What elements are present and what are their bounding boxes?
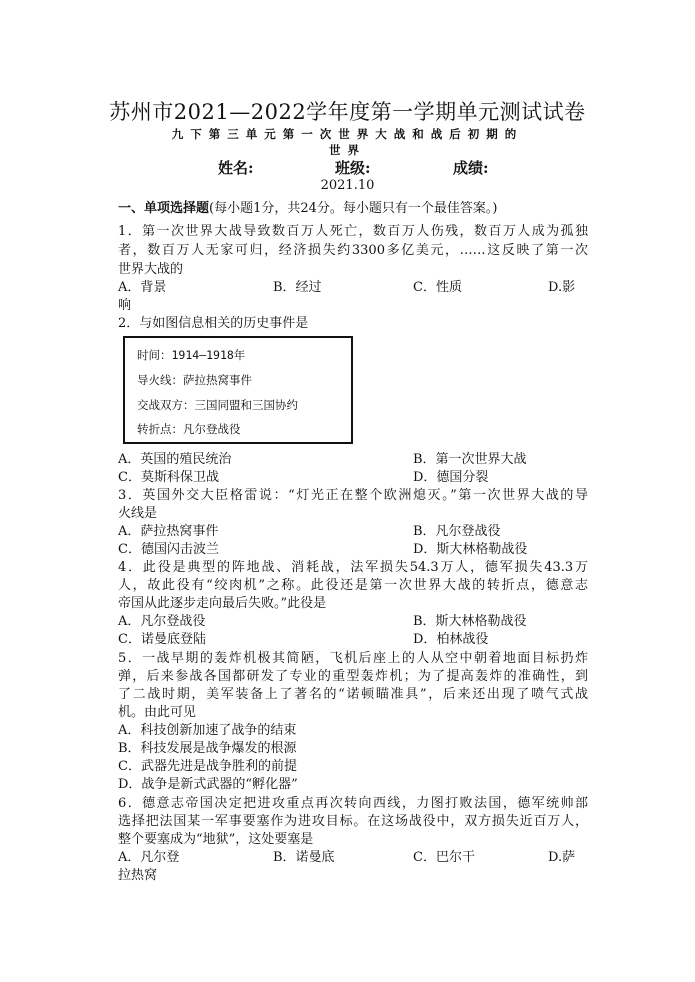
name-label: 姓名: [218,159,254,177]
q1-option-a: A．背景 [118,280,167,295]
q5-option-b: B．科技发展是战争爆发的根源 [118,741,297,756]
q2-info-box [123,336,353,444]
q1-line: 世界大战的 [118,262,184,277]
section-heading [118,200,588,218]
q2-option-a: A．英国的殖民统治 [118,452,232,467]
q3-line: 火线是 [118,506,158,521]
q4-option-c: C．诺曼底登陆 [118,632,206,647]
exam-subtitle-cont: 世界 [329,143,366,157]
q3-option-c: C．德国闪击波兰 [118,542,219,557]
q6-line: 选择把法国某一军事要塞作为进攻目标。在这场战役中，双方损失近百万人， [118,814,588,829]
q6-option-c: C．巴尔干 [413,850,475,865]
q6-option-a: A．凡尔登 [118,850,180,865]
q4-option-d: D．柏林战役 [413,632,489,647]
q2-option-c: C．莫斯科保卫战 [118,470,219,485]
q5-option-a: A．科技创新加速了战争的结束 [118,723,297,738]
info-box-row: 时间：1914—1918年 [137,348,246,362]
q6-option-d-cont: 拉热窝 [118,868,158,883]
q4-option-a: A．凡尔登战役 [118,614,206,629]
q5-line: 5．一战早期的轰炸机极其简陋，飞机后座上的人从空中朝着地面目标扔炸 [118,651,588,666]
q4-line: 帝国从此逐步走向最后失败。”此役是 [118,596,327,611]
info-box-row: 交战双方：三国同盟和三国协约 [137,398,298,412]
q6-line: 6．德意志帝国决定把进攻重点再次转向西线，力图打败法国，德军统帅部 [118,796,588,811]
q5-line: 了二战时期，美军装备上了著名的“诺顿瞄准具”，后来还出现了喷气式战 [118,687,588,702]
q2-option-b: B．第一次世界大战 [413,452,527,467]
q2-option-d: D．德国分裂 [413,470,489,485]
q4-option-b: B．斯大林格勒战役 [413,614,527,629]
q4-line: 4．此役是典型的阵地战、消耗战，法军损失54.3万人，德军损失43.3万 [118,560,588,575]
section-title: 一、单项选择题 [118,201,210,216]
q1-option-d: D.影 [548,280,576,295]
exam-date: 2021.10 [320,178,375,193]
q3-line: 3．英国外交大臣格雷说：“灯光正在整个欧洲熄灭。”第一次世界大战的导 [118,488,588,503]
q3-option-b: B．凡尔登战役 [413,524,501,539]
q5-line: 机。由此可见 [118,705,197,720]
q3-option-d: D．斯大林格勒战役 [413,542,528,557]
q5-option-c: C．武器先进是战争胜利的前提 [118,759,297,774]
q4-line: 人，故此役有“绞肉机”之称。此役还是第一次世界大战的转折点，德意志 [118,578,588,593]
q6-option-b: B．诺曼底 [273,850,335,865]
q5-option-d: D．战争是新式武器的“孵化器” [118,777,298,792]
q1-line: 1．第一次世界大战导致数百万人死亡，数百万人伤残，数百万人成为孤独 [118,224,588,239]
score-label: 成绩: [453,159,489,177]
exam-subtitle: 九下第三单元第一次世界大战和战后初期的 [171,127,524,141]
q5-line: 弹，后来参战各国都研发了专业的重型轰炸机；为了提高轰炸的准确性，到 [118,669,588,684]
class-label: 班级: [335,159,371,177]
q2-stem: 2．与如图信息相关的历史事件是 [118,316,309,331]
q3-option-a: A．萨拉热窝事件 [118,524,219,539]
q1-option-d-cont: 响 [118,298,132,313]
q1-option-c: C．性质 [413,280,462,295]
q6-line: 整个要塞成为“地狱”，这处要塞是 [118,832,314,847]
q1-option-b: B．经过 [273,280,322,295]
q1-line: 者，数百万人无家可归，经济损失约3300多亿美元，……这反映了第一次 [118,243,588,258]
exam-title: 苏州市2021—2022学年度第一学期单元测试试卷 [109,100,586,124]
info-box-row: 转折点：凡尔登战役 [137,422,241,436]
info-box-row: 导火线：萨拉热窝事件 [137,373,252,387]
q6-option-d: D.萨 [548,850,576,865]
section-note: (每小题1分，共24分。每小题只有一个最佳答案。) [209,201,498,216]
